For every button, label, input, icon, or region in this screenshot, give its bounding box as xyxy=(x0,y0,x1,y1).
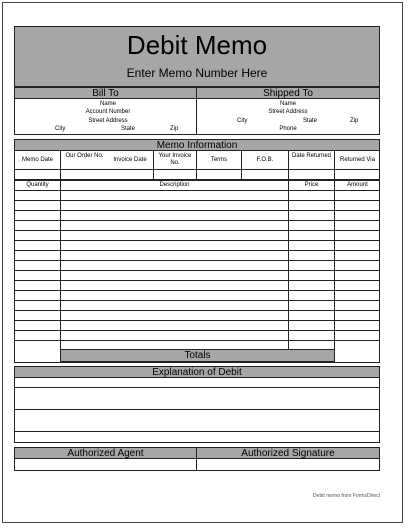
table-row-line xyxy=(14,220,380,221)
shipped-to-zip[interactable]: Zip xyxy=(350,118,359,124)
authorized-agent-field[interactable] xyxy=(14,458,197,471)
quantity-header: Quantity xyxy=(26,182,49,188)
table-row-line xyxy=(14,290,380,291)
authorized-agent-heading: Authorized Agent xyxy=(14,447,197,459)
table-row-line xyxy=(14,280,380,281)
shipped-to-street[interactable]: Street Address xyxy=(268,109,308,115)
table-row-line xyxy=(14,200,380,201)
bill-to-account[interactable]: Account Number xyxy=(85,109,131,115)
bill-to-zip[interactable]: Zip xyxy=(170,126,179,132)
explanation-heading: Explanation of Debit xyxy=(14,366,380,378)
table-row-line xyxy=(14,240,380,241)
price-header: Price xyxy=(304,182,319,188)
table-row-line xyxy=(14,270,380,271)
authorized-signature-field[interactable] xyxy=(196,458,380,471)
our-order-header: Our Order No. xyxy=(65,153,104,159)
shipped-to-phone[interactable]: Phone xyxy=(279,126,297,132)
table-row-line xyxy=(14,320,380,321)
bill-to-street[interactable]: Street Address xyxy=(88,118,128,124)
table-row-line xyxy=(14,300,380,301)
returned-via-header: Returned Via xyxy=(340,157,375,163)
shipped-to-name[interactable]: Name xyxy=(279,101,296,107)
fob-header: F.O.B. xyxy=(256,157,274,163)
table-row-line xyxy=(14,310,380,311)
bill-to-name[interactable]: Name xyxy=(99,101,116,107)
bill-to-heading: Bill To xyxy=(14,87,197,99)
table-row-line xyxy=(14,330,380,331)
shipped-to-city[interactable]: City xyxy=(237,118,248,124)
authorized-signature-heading: Authorized Signature xyxy=(196,447,380,459)
your-invoice-header: Your Invoice No. xyxy=(158,153,192,166)
table-row-line xyxy=(14,190,380,191)
shipped-to-state[interactable]: State xyxy=(303,118,318,124)
shipped-to-heading: Shipped To xyxy=(196,87,380,99)
table-row-line xyxy=(14,260,380,261)
date-returned-header: Date Returned xyxy=(291,153,332,159)
table-row-line xyxy=(14,250,380,251)
table-row-line xyxy=(14,230,380,231)
footer-credit: Debit memo from FormsDirect xyxy=(313,493,380,499)
table-row-line xyxy=(14,340,380,341)
debit-memo-form xyxy=(2,2,403,523)
bill-to-city[interactable]: City xyxy=(55,126,66,132)
terms-header: Terms xyxy=(210,157,228,163)
memo-info-heading: Memo Information xyxy=(14,139,380,151)
memo-date-header: Memo Date xyxy=(21,157,53,163)
description-header: Description xyxy=(159,182,190,188)
page-title: Debit Memo xyxy=(126,30,268,60)
table-row-line xyxy=(14,210,380,211)
memo-number-field[interactable]: Enter Memo Number Here xyxy=(126,66,268,80)
items-table xyxy=(14,180,380,363)
bill-to-state[interactable]: State xyxy=(121,126,136,132)
invoice-date-header: Invoice Date xyxy=(113,157,147,163)
amount-header: Amount xyxy=(347,182,368,188)
totals-bar: Totals xyxy=(60,349,335,362)
